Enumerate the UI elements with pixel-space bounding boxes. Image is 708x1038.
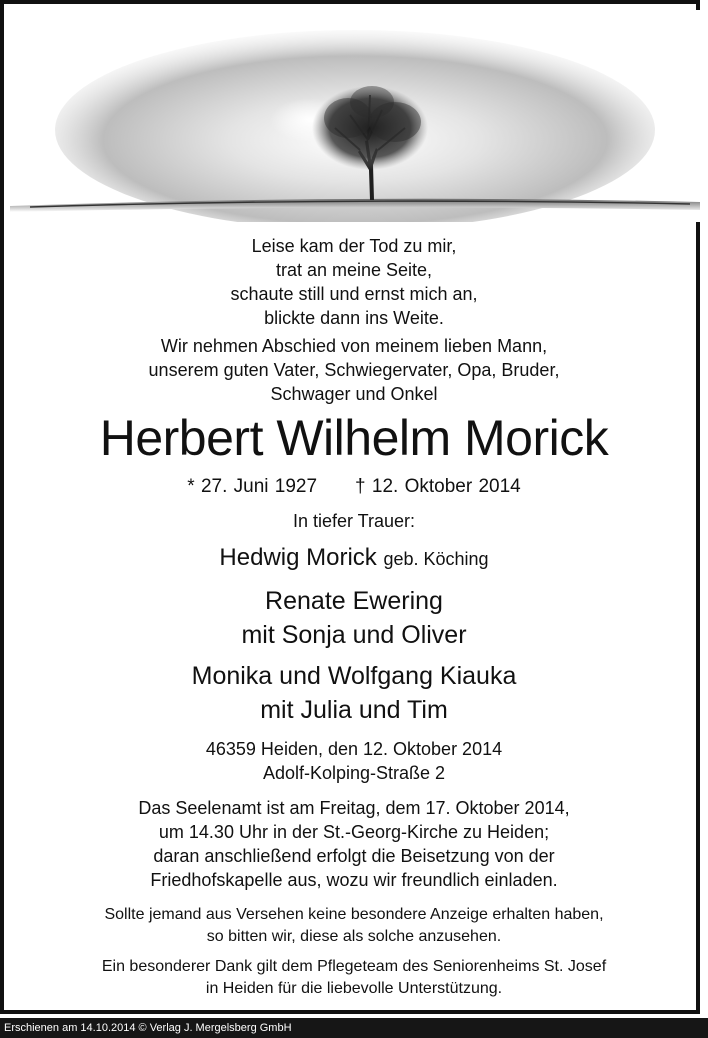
family-line: mit Sonja und Oliver [241,621,467,649]
deceased-name: Herbert Wilhelm Morick [99,410,609,466]
family-line: Renate Ewering [265,587,443,615]
service-info [4,796,704,892]
spouse-name: Hedwig Morick [219,544,377,571]
service-line: um 14.30 Uhr in der St.-Georg-Kirche zu Heiden; [158,822,550,842]
birth-date: * 27. Juni 1927 [187,476,318,497]
thanks-note [4,956,704,1000]
note-line: Ein besonderer Dank gilt dem Pflegeteam des Seniorenheims St. Josef [101,958,607,975]
note-line: Sollte jemand aus Versehen keine besondere Anzeige erhalten haben, [104,906,604,923]
spouse-maiden-name: geb. Köching [383,549,489,569]
family-group-3 [4,659,704,727]
tree-on-horizon-illustration [10,10,700,222]
place-and-address [4,737,704,785]
life-dates [4,474,704,500]
service-line: Das Seelenamt ist am Freitag, dem 17. Oktober 2014, [138,798,570,818]
intro-line: Schwager und Onkel [270,384,438,404]
family-group-2 [4,584,704,652]
family-line: Monika und Wolfgang Kiauka [191,662,517,690]
verse-line: blickte dann ins Weite. [264,308,444,328]
note-line: in Heiden für die liebevolle Unterstützung. [205,980,503,997]
verse-line: Leise kam der Tod zu mir, [251,236,457,256]
spouse [4,540,704,577]
service-line: Friedhofskapelle aus, wozu wir freundlich einladen. [150,870,558,890]
verse [4,234,704,330]
death-date: † 12. Oktober 2014 [355,476,521,497]
publication-footer: Erschienen am 14.10.2014 © Verlag J. Mergelsberg GmbH [0,1018,708,1038]
note-line: so bitten wir, diese als solche anzusehen. [206,928,502,945]
verse-line: trat an meine Seite, [275,260,433,280]
intro-text [4,334,704,406]
address: Adolf-Kolping-Straße 2 [262,763,446,783]
intro-line: Wir nehmen Abschied von meinem lieben Mann, [160,336,548,356]
service-line: daran anschließend erfolgt die Beisetzung von der [153,846,555,866]
family-line: mit Julia und Tim [260,696,448,724]
intro-line: unserem guten Vater, Schwiegervater, Opa, Bruder, [148,360,560,380]
verse-line: schaute still und ernst mich an, [230,284,478,304]
place-date: 46359 Heiden, den 12. Oktober 2014 [205,739,503,759]
mourning-label: In tiefer Trauer: [292,511,416,531]
card-note [4,904,704,948]
